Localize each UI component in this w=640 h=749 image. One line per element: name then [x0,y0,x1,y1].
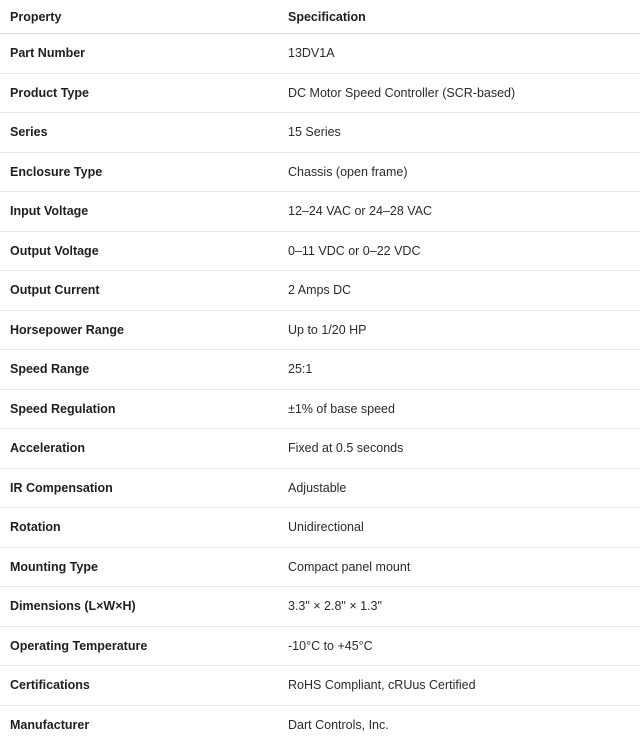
table-body [0,34,640,745]
property-cell: Series [0,113,278,153]
table-row [0,113,640,153]
value-cell: 3.3" × 2.8" × 1.3" [278,587,640,627]
table-row [0,587,640,627]
value-cell: 25:1 [278,350,640,390]
property-cell: Input Voltage [0,192,278,232]
table-row [0,547,640,587]
property-cell: Product Type [0,73,278,113]
value-cell: Compact panel mount [278,547,640,587]
column-header-specification: Specification [278,0,640,34]
property-cell: Speed Range [0,350,278,390]
value-cell: 0–11 VDC or 0–22 VDC [278,231,640,271]
value-cell: DC Motor Speed Controller (SCR-based) [278,73,640,113]
table-header [0,0,640,34]
table-row [0,271,640,311]
table-row [0,192,640,232]
property-cell: Manufacturer [10,717,90,732]
value-cell: Up to 1/20 HP [278,310,640,350]
column-header-property: Property [0,0,278,34]
value-cell: 12–24 VAC or 24–28 VAC [278,192,640,232]
table-row [0,34,640,74]
property-cell: Horsepower Range [0,310,278,350]
value-cell: RoHS Compliant, cRUus Certified [278,666,640,706]
table-row [0,152,640,192]
table-row [0,231,640,271]
value-cell: Chassis (open frame) [278,152,640,192]
property-cell: Speed Regulation [0,389,278,429]
property-cell: Mounting Type [0,547,278,587]
table-row [0,350,640,390]
property-cell: Rotation [0,508,278,548]
table-row [0,705,640,744]
table-row [0,468,640,508]
value-cell: 2 Amps DC [278,271,640,311]
header-row [0,0,640,34]
property-cell: Operating Temperature [0,626,278,666]
table-row [0,429,640,469]
property-cell: Output Voltage [0,231,278,271]
property-cell: Dimensions (L×W×H) [0,587,278,627]
table-row [0,508,640,548]
table-row [0,666,640,706]
property-cell: Enclosure Type [0,152,278,192]
property-cell: Certifications [0,666,278,706]
value-cell: 13DV1A [278,34,640,74]
value-cell: Fixed at 0.5 seconds [278,429,640,469]
value-cell: Unidirectional [278,508,640,548]
property-cell: Acceleration [0,429,278,469]
value-cell: Dart Controls, Inc. [288,717,389,732]
value-cell: -10°C to +45°C [278,626,640,666]
table-row [0,73,640,113]
property-cell: Part Number [0,34,278,74]
value-cell: 15 Series [278,113,640,153]
table-row [0,389,640,429]
property-cell: IR Compensation [0,468,278,508]
table-row [0,626,640,666]
table-row [0,310,640,350]
value-cell: ±1% of base speed [278,389,640,429]
property-cell: Output Current [0,271,278,311]
value-cell: Adjustable [278,468,640,508]
